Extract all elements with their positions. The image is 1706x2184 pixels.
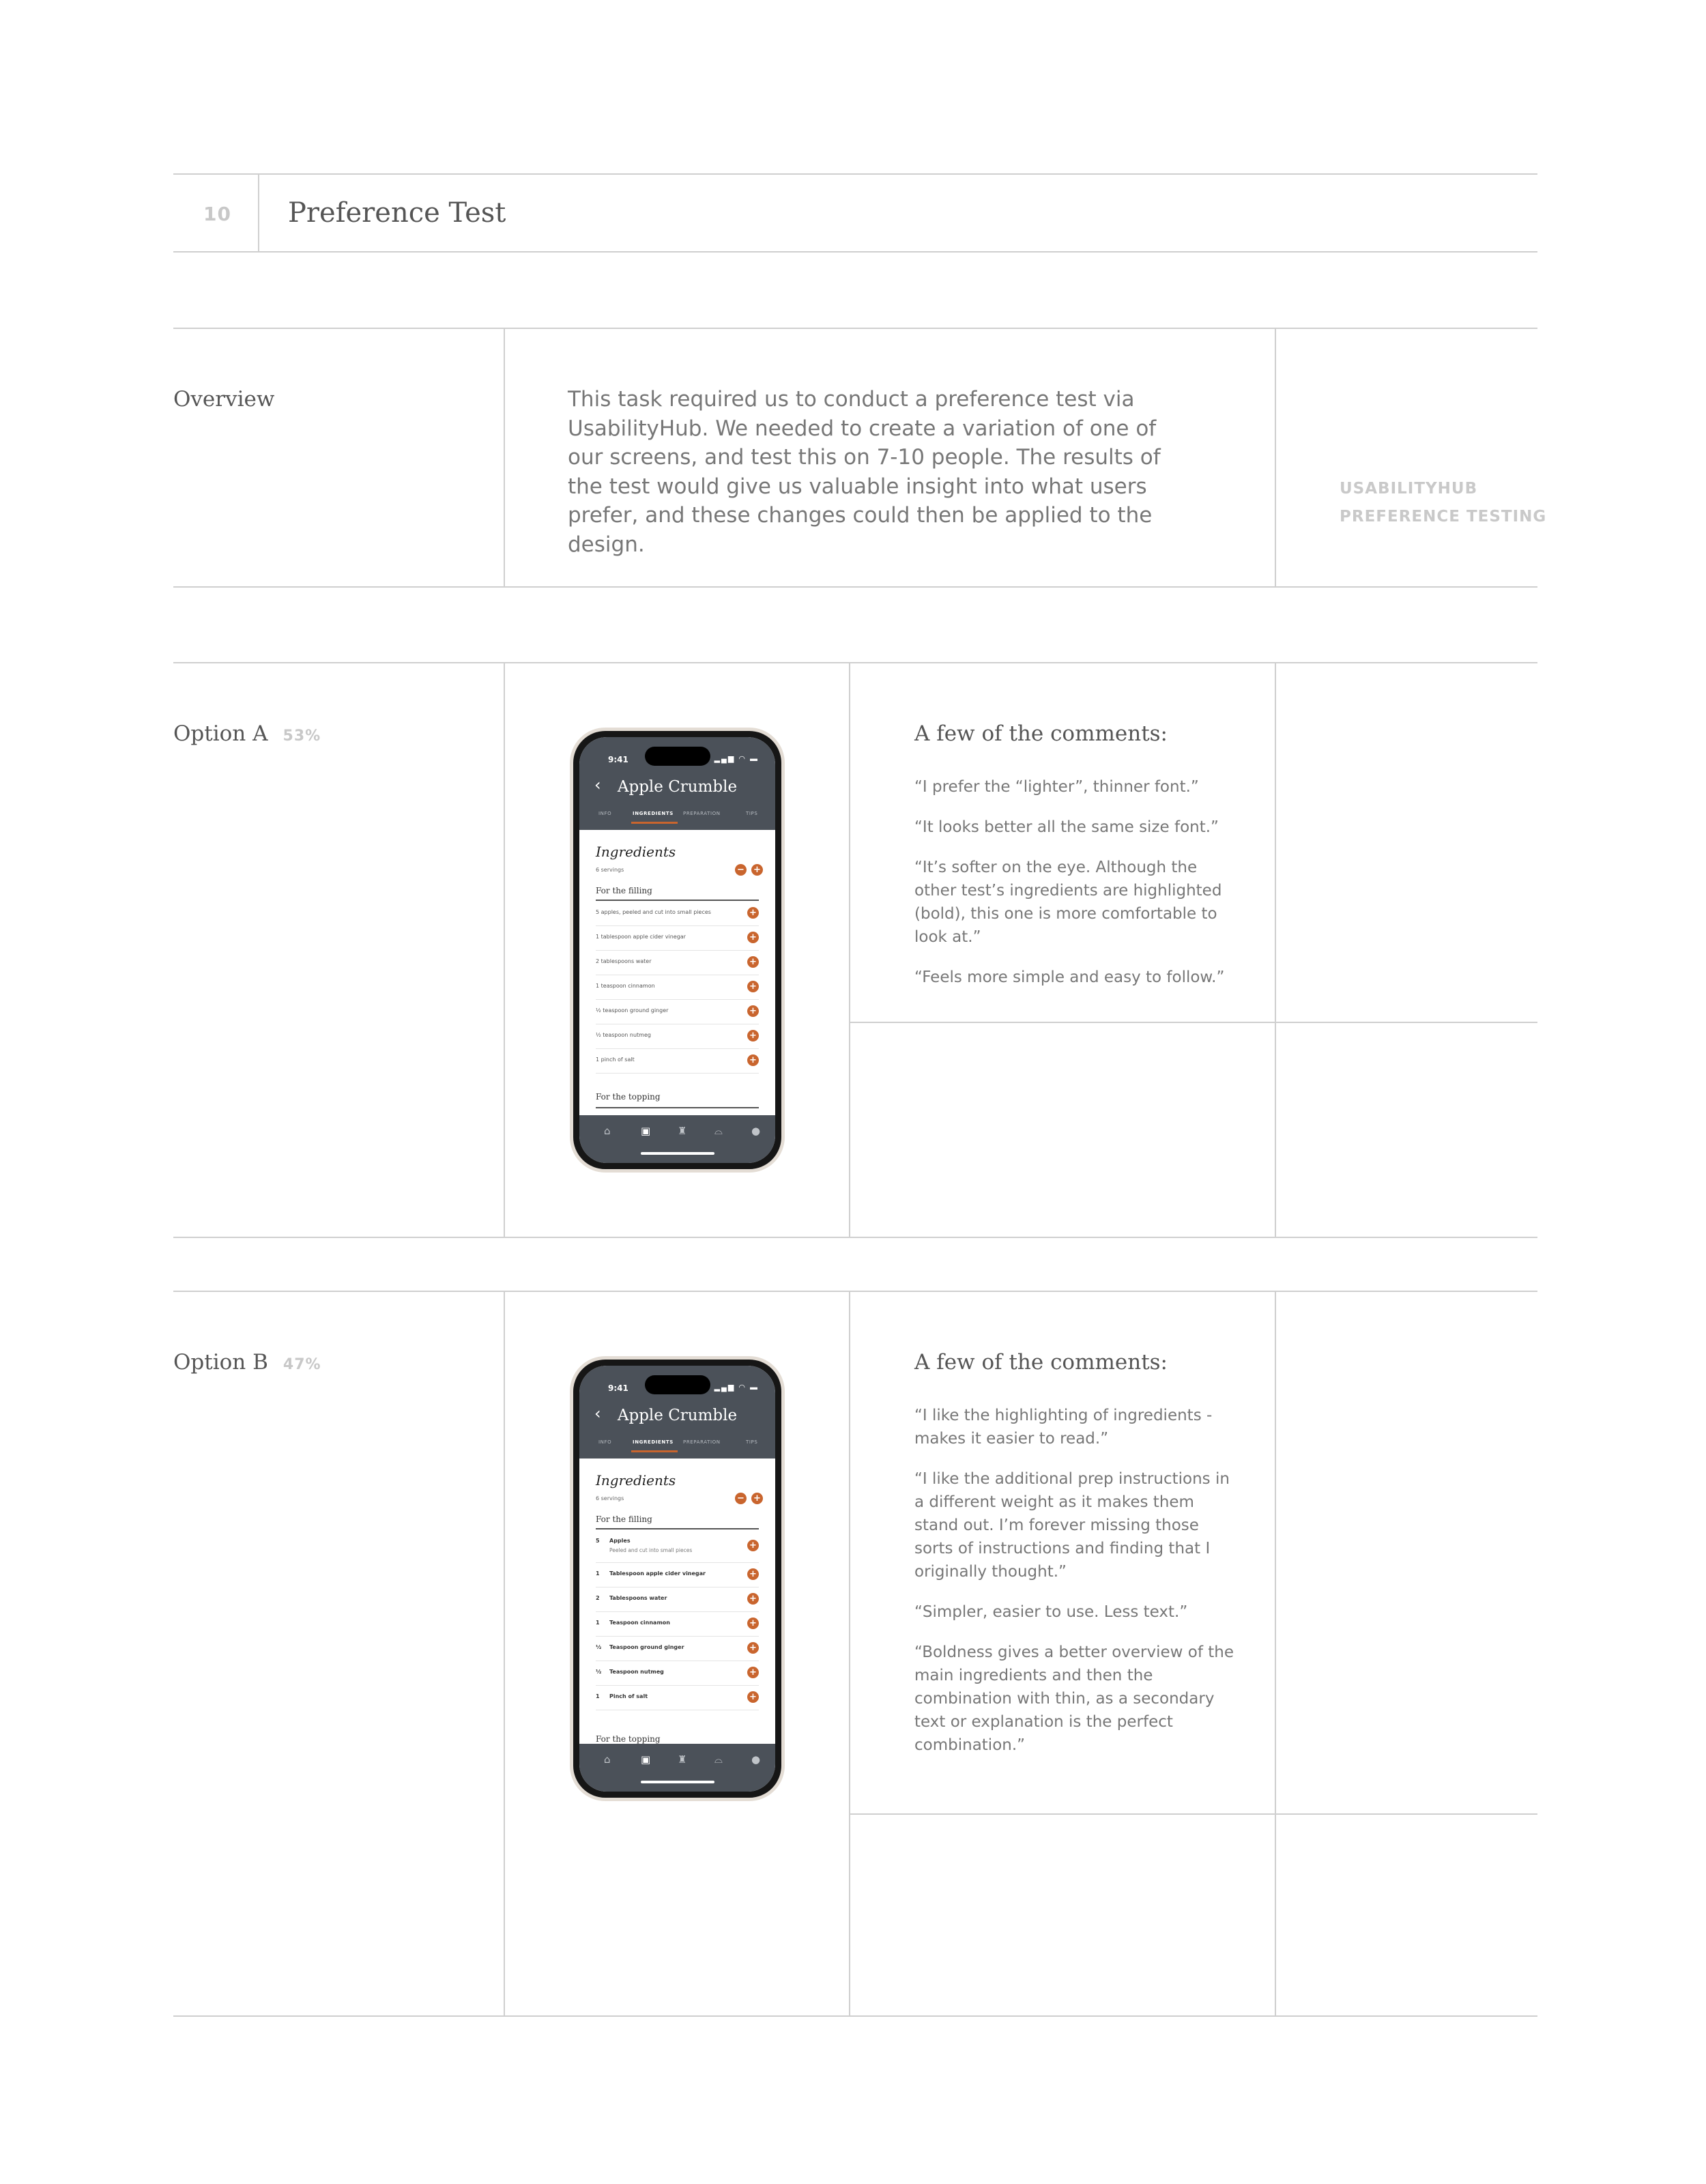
add-ingredient-icon[interactable]: + (747, 907, 759, 919)
chef-hat-icon[interactable]: ♜ (678, 1753, 687, 1766)
add-ingredient-icon[interactable]: + (747, 1568, 759, 1580)
ingredient-row (596, 1048, 759, 1074)
option-b-top-rule (173, 1291, 1537, 1292)
tab-preparation[interactable]: PREPARATION (683, 811, 721, 816)
ingredient-name: Tablespoons water (609, 1595, 667, 1601)
dynamic-island (645, 1375, 710, 1394)
ingredient-row (596, 1529, 759, 1563)
ingredient-row (596, 1562, 759, 1587)
option-a-divider-1 (504, 662, 505, 1237)
tab-ingredients[interactable]: INGREDIENTS (633, 811, 674, 816)
overview-divider-right (1275, 328, 1276, 587)
tab-tips[interactable]: TIPS (746, 811, 758, 816)
ingredient-row (596, 901, 759, 926)
ingredient-name: Teaspoon cinnamon (609, 1620, 670, 1626)
tab-tips[interactable]: TIPS (746, 1439, 758, 1445)
ingredient-text: 1 tablespoon apple cider vinegar (596, 934, 686, 940)
ingredient-row (596, 999, 759, 1024)
filling-heading: For the filling (596, 886, 652, 895)
active-tab-indicator (631, 822, 678, 824)
home-indicator (641, 1781, 714, 1783)
ingredient-row (596, 1024, 759, 1049)
option-b-phone-mockup (570, 1356, 785, 1801)
ingredients-title: Ingredients (596, 844, 676, 860)
overview-bottom-rule (173, 586, 1537, 588)
status-time: 9:41 (608, 755, 628, 764)
status-icons: ▂▄▆ ◠ ▬ (714, 1383, 759, 1392)
overview-text: This task required us to conduct a preference test via UsabilityHub. We needed to create a variation of one of our screens, and test this on 7-10 people. The results of the test would give us valuable insight into what users prefer, and these changes could then be applied to the design. (568, 387, 1161, 557)
ingredients-title: Ingredients (596, 1472, 676, 1489)
ingredient-quantity: 1 (596, 1620, 600, 1626)
ingredient-text: ½ teaspoon nutmeg (596, 1032, 651, 1038)
ingredient-quantity: 1 (596, 1693, 600, 1699)
minus-icon[interactable]: − (735, 864, 747, 876)
plus-icon[interactable]: + (751, 1493, 763, 1504)
phone-screen (579, 737, 775, 1163)
comment: “It’s softer on the eye. Although the other test’s ingredients are highlighted (bold), this one is more comfortable to look at.” (914, 859, 1222, 946)
option-b-label (173, 1350, 321, 1375)
home-icon[interactable]: ⌂ (604, 1753, 611, 1766)
ingredient-name: Teaspoon nutmeg (609, 1669, 664, 1675)
add-ingredient-icon[interactable]: + (747, 1593, 759, 1605)
plus-icon[interactable]: + (751, 864, 763, 876)
page-number: 10 (203, 203, 231, 225)
recipe-title: Apple Crumble (617, 778, 738, 796)
ingredient-quantity: ½ (596, 1644, 602, 1650)
ingredient-quantity: 2 (596, 1595, 600, 1601)
minus-icon[interactable]: − (735, 1493, 747, 1504)
ingredient-text: 2 tablespoons water (596, 958, 652, 964)
ingredient-note: Peeled and cut into small pieces (609, 1547, 693, 1553)
option-a-comments (914, 775, 1235, 1006)
add-ingredient-icon[interactable]: + (747, 1618, 759, 1629)
option-b-comments (914, 1404, 1235, 1774)
option-b-comments-title: A few of the comments: (914, 1350, 1168, 1375)
comment: “Feels more simple and easy to follow.” (914, 968, 1225, 986)
option-b-bottom-rule (173, 2015, 1537, 2017)
ingredient-text: 5 apples, peeled and cut into small pieces (596, 909, 711, 915)
comment: “I like the highlighting of ingredients - makes it easier to read.” (914, 1407, 1213, 1448)
comment: “Simpler, easier to use. Less text.” (914, 1603, 1188, 1621)
add-ingredient-icon[interactable]: + (747, 932, 759, 943)
option-a-divider-3 (1275, 662, 1276, 1237)
header-divider (258, 173, 259, 252)
recipe-tabs (579, 811, 775, 829)
tab-ingredients[interactable]: INGREDIENTS (633, 1439, 674, 1445)
header-bottom-rule (173, 251, 1537, 253)
overview-top-rule (173, 328, 1537, 329)
recipe-tabs (579, 1439, 775, 1457)
add-ingredient-icon[interactable]: + (747, 1030, 759, 1041)
add-ingredient-icon[interactable]: + (747, 1540, 759, 1551)
ingredients-panel (579, 830, 775, 1115)
dynamic-island (645, 747, 710, 766)
ingredient-text: 1 teaspoon cinnamon (596, 983, 655, 989)
option-b-comments-rule (849, 1813, 1537, 1815)
option-b-divider-3 (1275, 1291, 1276, 2016)
add-ingredient-icon[interactable]: + (747, 1667, 759, 1678)
ingredient-row (596, 1661, 759, 1686)
user-icon[interactable]: ● (751, 1753, 761, 1766)
ingredient-row (596, 1587, 759, 1612)
header-top-rule (173, 173, 1537, 175)
option-b-divider-2 (849, 1291, 850, 2016)
bottom-nav (579, 1744, 775, 1792)
comment: “It looks better all the same size font.” (914, 818, 1219, 836)
option-a-label (173, 721, 321, 746)
servings-label: 6 servings (596, 867, 624, 873)
ingredient-quantity: 1 (596, 1570, 600, 1577)
topping-rule (596, 1107, 759, 1108)
recipe-book-icon[interactable]: ▣ (641, 1753, 651, 1766)
home-indicator (641, 1152, 714, 1155)
overview-label: Overview (173, 387, 275, 412)
comment: “I like the additional prep instructions in a different weight as it makes them stand out. I’m forever missing those sorts of instructions and finding that I originally thought.” (914, 1470, 1230, 1581)
ingredient-text: ½ teaspoon ground ginger (596, 1007, 669, 1014)
tab-preparation[interactable]: PREPARATION (683, 1439, 721, 1445)
status-time: 9:41 (608, 1383, 628, 1393)
overview-tags (1340, 475, 1546, 531)
ingredient-name: Apples (609, 1538, 631, 1544)
filling-heading: For the filling (596, 1514, 652, 1524)
option-a-percent: 53% (283, 728, 321, 745)
add-ingredient-icon[interactable]: + (747, 1691, 759, 1703)
ingredient-quantity: 5 (596, 1538, 600, 1544)
basket-icon[interactable]: ⌓ (714, 1125, 723, 1137)
option-b-percent: 47% (283, 1356, 321, 1373)
option-a-bottom-rule (173, 1237, 1537, 1238)
tag-usabilityhub: USABILITYHUB (1340, 480, 1478, 498)
option-b-divider-1 (504, 1291, 505, 2016)
phone-screen (579, 1366, 775, 1792)
home-icon[interactable]: ⌂ (604, 1125, 611, 1137)
option-a-divider-2 (849, 662, 850, 1237)
ingredient-name: Teaspoon ground ginger (609, 1644, 684, 1650)
option-a-phone-mockup (570, 728, 785, 1173)
bottom-nav (579, 1115, 775, 1163)
ingredient-row (596, 1611, 759, 1637)
comment: “I prefer the “lighter”, thinner font.” (914, 778, 1199, 796)
add-ingredient-icon[interactable]: + (747, 1054, 759, 1066)
tab-info[interactable]: INFO (598, 811, 612, 816)
ingredients-panel (579, 1459, 775, 1744)
recipe-book-icon[interactable]: ▣ (641, 1125, 651, 1137)
ingredient-row (596, 975, 759, 1000)
ingredient-row (596, 1636, 759, 1661)
tab-info[interactable]: INFO (598, 1439, 612, 1445)
comment: “Boldness gives a better overview of the main ingredients and then the combination with thin, as a secondary text or explanation is the perfect combination.” (914, 1643, 1234, 1754)
overview-divider-left (504, 328, 505, 587)
ingredient-name: Tablespoon apple cider vinegar (609, 1570, 706, 1577)
option-a-comments-title: A few of the comments: (914, 721, 1168, 746)
add-ingredient-icon[interactable]: + (747, 981, 759, 992)
tag-preference-testing: PREFERENCE TESTING (1340, 508, 1547, 526)
chef-hat-icon[interactable]: ♜ (678, 1125, 687, 1137)
add-ingredient-icon[interactable]: + (747, 956, 759, 968)
ingredient-quantity: ½ (596, 1669, 602, 1675)
servings-label: 6 servings (596, 1495, 624, 1502)
ingredient-row (596, 950, 759, 975)
add-ingredient-icon[interactable]: + (747, 1005, 759, 1017)
page-title: Preference Test (288, 197, 506, 229)
option-b-title: Option B (173, 1350, 268, 1375)
user-icon[interactable]: ● (751, 1125, 761, 1137)
status-icons: ▂▄▆ ◠ ▬ (714, 755, 759, 763)
active-tab-indicator (631, 1450, 678, 1452)
add-ingredient-icon[interactable]: + (747, 1642, 759, 1654)
option-a-top-rule (173, 662, 1537, 663)
topping-heading: For the topping (596, 1092, 661, 1102)
ingredient-row (596, 1685, 759, 1710)
back-chevron-icon[interactable]: ‹ (594, 775, 601, 794)
ingredient-text: 1 pinch of salt (596, 1057, 635, 1063)
basket-icon[interactable]: ⌓ (714, 1753, 723, 1766)
option-a-comments-rule (849, 1022, 1537, 1023)
back-chevron-icon[interactable]: ‹ (594, 1404, 601, 1423)
ingredient-row (596, 925, 759, 951)
ingredient-name: Pinch of salt (609, 1693, 648, 1699)
recipe-title: Apple Crumble (617, 1407, 738, 1424)
option-a-title: Option A (173, 721, 268, 746)
topping-heading: For the topping (596, 1734, 661, 1744)
